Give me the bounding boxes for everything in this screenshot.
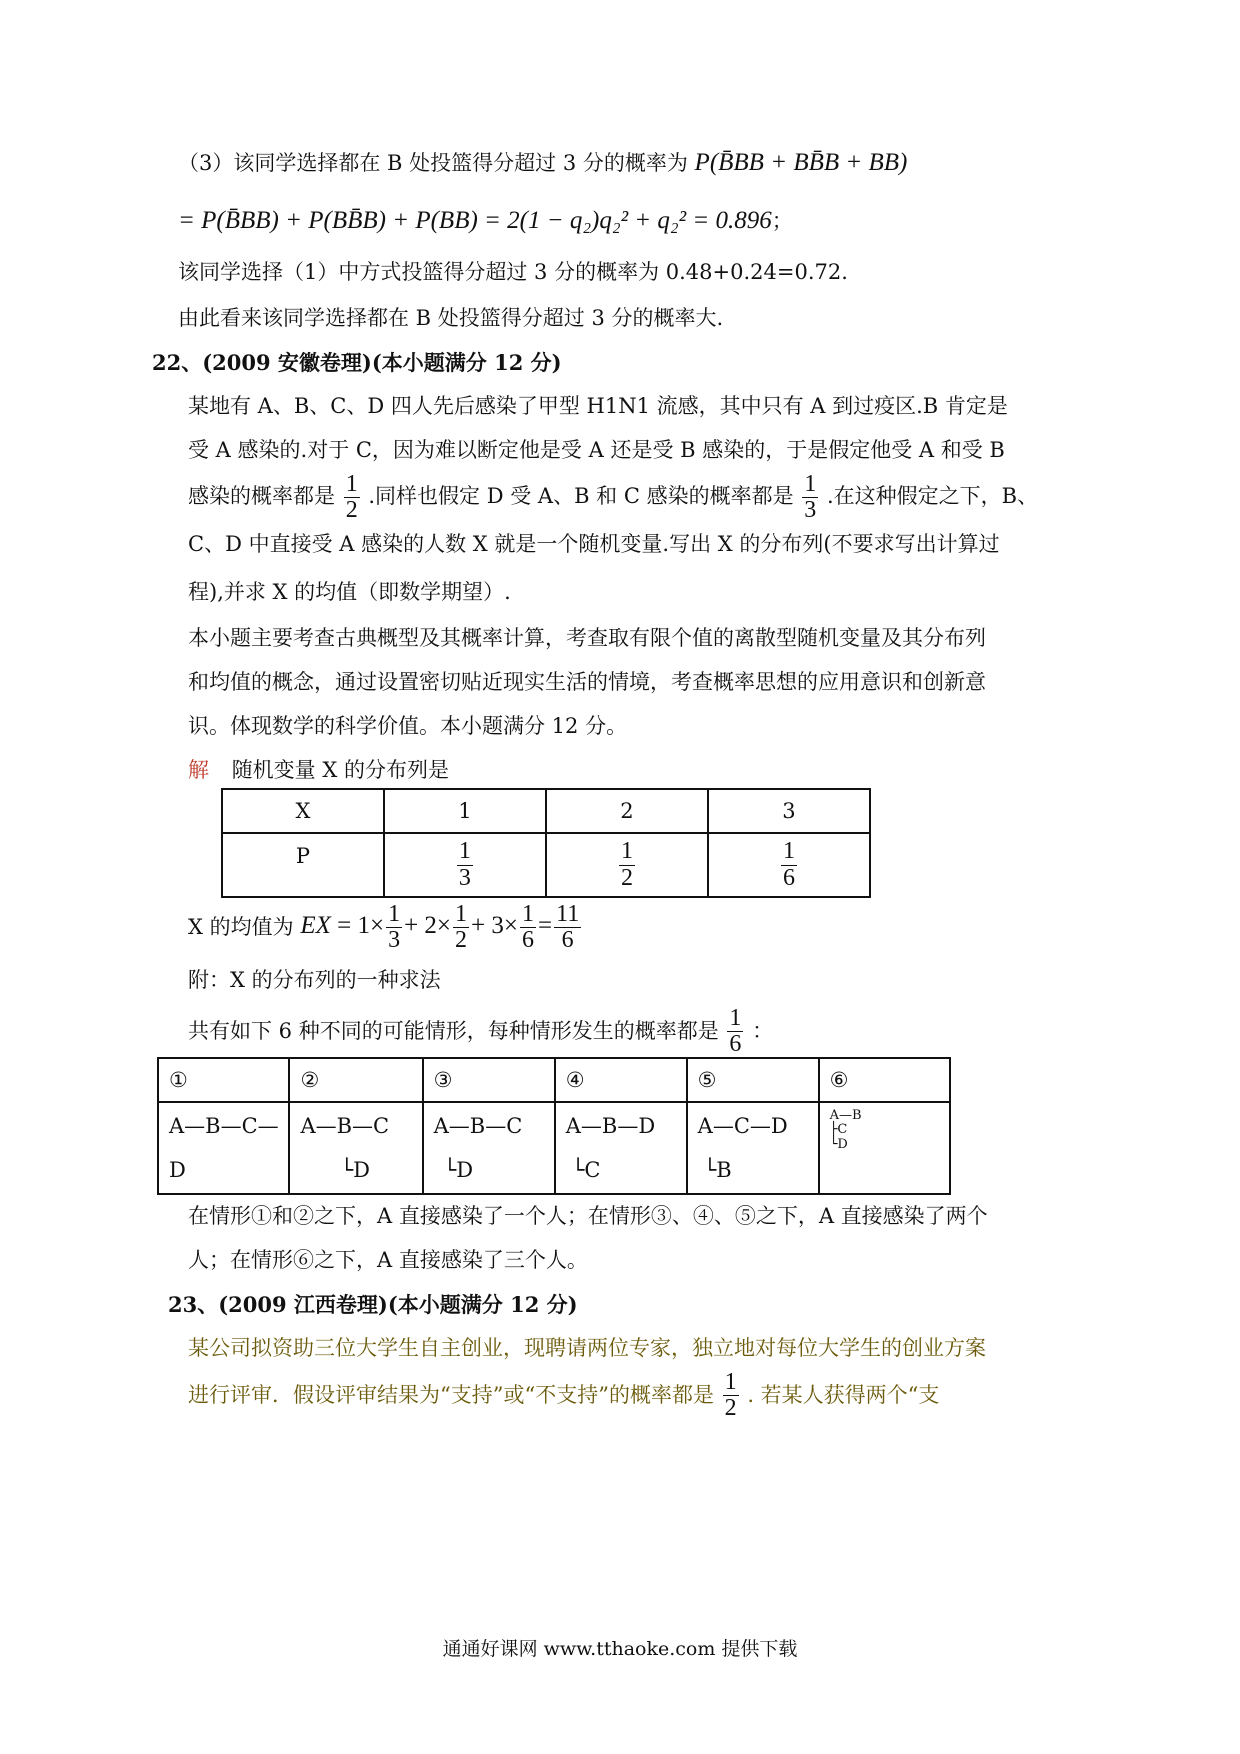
table-cell: 3 [708, 789, 870, 833]
table-cell: ② [289, 1058, 422, 1102]
fraction-half-q23: $\frac{1}{2}$ [724, 1369, 737, 1422]
table-row [222, 833, 870, 897]
conclusion-line1: 在情形①和②之下，A 直接感染了一个人；在情形③、④、⑤之下，A 直接感染了两个 [188, 1204, 988, 1228]
part3-line2: = P(B̄BB) + P(BB̄B) + P(BB) = 2(1 − q₂)q₂² + q₂² = 0.896； [178, 207, 793, 234]
q23-para-line2: 进行评审．假设评审结果为“支持”或“不支持”的概率都是 $\frac{1}{2}$ . 若某人获得两个“支 [188, 1369, 940, 1422]
part3-formula2: = P(B̄BB) + P(BB̄B) + P(BB) = 2(1 − q₂)q₂² + q₂² = 0.896 [178, 207, 772, 234]
table-cell: ① [158, 1058, 289, 1102]
table-cell: ③ [423, 1058, 555, 1102]
solution-label: 解 [188, 758, 209, 782]
q22-note-line1: 本小题主要考查古典概型及其概率计算，考查取有限个值的离散型随机变量及其分布列 [188, 626, 986, 650]
table-cell: A—B—C └D [423, 1102, 555, 1194]
table-cell: A—C—D └B [687, 1102, 819, 1194]
table-cell [819, 1102, 950, 1194]
table-cell: P [222, 833, 384, 897]
table-cell: $\frac{1}{2}$ [546, 833, 708, 897]
case6-tree: A—B ├C └D [829, 1108, 862, 1152]
q22-note-line2: 和均值的概念，通过设置密切贴近现实生活的情境，考查概率思想的应用意识和创新意 [188, 670, 986, 694]
mean-formula: EX = 1× $\frac{1}{3}$ + 2× $\frac{1}{2}$ + 3× $\frac{1}{6}$ = $\frac{11}{6}$ [300, 901, 580, 954]
table-cell: ④ [555, 1058, 687, 1102]
part3-line3: 该同学选择（1）中方式投篮得分超过 3 分的概率为 0.48+0.24=0.72. [178, 260, 848, 284]
cases-intro-line: 共有如下 6 种不同的可能情形，每种情形发生的概率都是 $\frac{1}{6}$ ： [188, 1005, 774, 1058]
table-cell: ⑥ [819, 1058, 950, 1102]
table-cell: $\frac{1}{6}$ [708, 833, 870, 897]
table-cell: X [222, 789, 384, 833]
table-row [222, 789, 870, 833]
q22-note-line3: 识。体现数学的科学价值。本小题满分 12 分。 [188, 714, 628, 738]
q22-para-line1: 某地有 A、B、C、D 四人先后感染了甲型 H1N1 流感，其中只有 A 到过疫区.B 肯定是 [188, 394, 1008, 418]
page-footer: 通通好课网 www.tthaoke.com 提供下载 [442, 1638, 798, 1660]
fraction-sixth: $\frac{1}{6}$ [729, 1005, 742, 1058]
table-row [158, 1102, 950, 1194]
fraction-third: $\frac{1}{3}$ [804, 471, 817, 524]
distribution-table [221, 788, 871, 898]
q23-para-line1: 某公司拟资助三位大学生自主创业，现聘请两位专家，独立地对每位大学生的创业方案 [188, 1336, 986, 1360]
table-cell: $\frac{1}{3}$ [384, 833, 546, 897]
conclusion-line2: 人；在情形⑥之下，A 直接感染了三个人。 [188, 1248, 588, 1272]
table-cell: A—B—C— D [158, 1102, 289, 1194]
q22-para-line2: 受 A 感染的.对于 C，因为难以断定他是受 A 还是受 B 感染的，于是假定他受 A 和受 B [188, 438, 1005, 462]
part3-line1: （3）该同学选择都在 B 处投篮得分超过 3 分的概率为 P(B̄BB + BB̄B + BB) [178, 149, 908, 176]
q23-heading: 23、(2009 江西卷理)(本小题满分 12 分) [168, 1292, 578, 1317]
mean-line: X 的均值为 EX = 1× $\frac{1}{3}$ + 2× $\frac{1}{2}$ + 3× $\frac{1}{6}$ = $\frac{11}{6}$ [188, 902, 583, 953]
q22-solution-line: 解 随机变量 X 的分布列是 [188, 758, 449, 782]
q22-heading: 22、(2009 安徽卷理)(本小题满分 12 分) [152, 350, 562, 375]
part3-line4: 由此看来该同学选择都在 B 处投篮得分超过 3 分的概率大. [178, 306, 724, 330]
table-row [158, 1058, 950, 1102]
table-cell: 1 [384, 789, 546, 833]
table-cell: ⑤ [687, 1058, 819, 1102]
part3-formula1: P(B̄BB + BB̄B + BB) [694, 149, 908, 176]
cases-table [157, 1057, 951, 1195]
q22-para-line3: 感染的概率都是 $\frac{1}{2}$ .同样也假定 D 受 A、B 和 C 感染的概率都是 $\frac{1}{3}$ .在这种假定之下，B、 [188, 471, 1039, 524]
table-cell: A—B—D └C [555, 1102, 687, 1194]
fraction-half: $\frac{1}{2}$ [345, 471, 358, 524]
table-cell: A—B—C └D [289, 1102, 422, 1194]
q22-para-line4: C、D 中直接受 A 感染的人数 X 就是一个随机变量.写出 X 的分布列(不要求写出计算过 [188, 532, 1000, 556]
q22-para-line5: 程),并求 X 的均值（即数学期望）. [188, 580, 511, 604]
table-cell: 2 [546, 789, 708, 833]
appendix-line: 附：X 的分布列的一种求法 [188, 968, 441, 992]
